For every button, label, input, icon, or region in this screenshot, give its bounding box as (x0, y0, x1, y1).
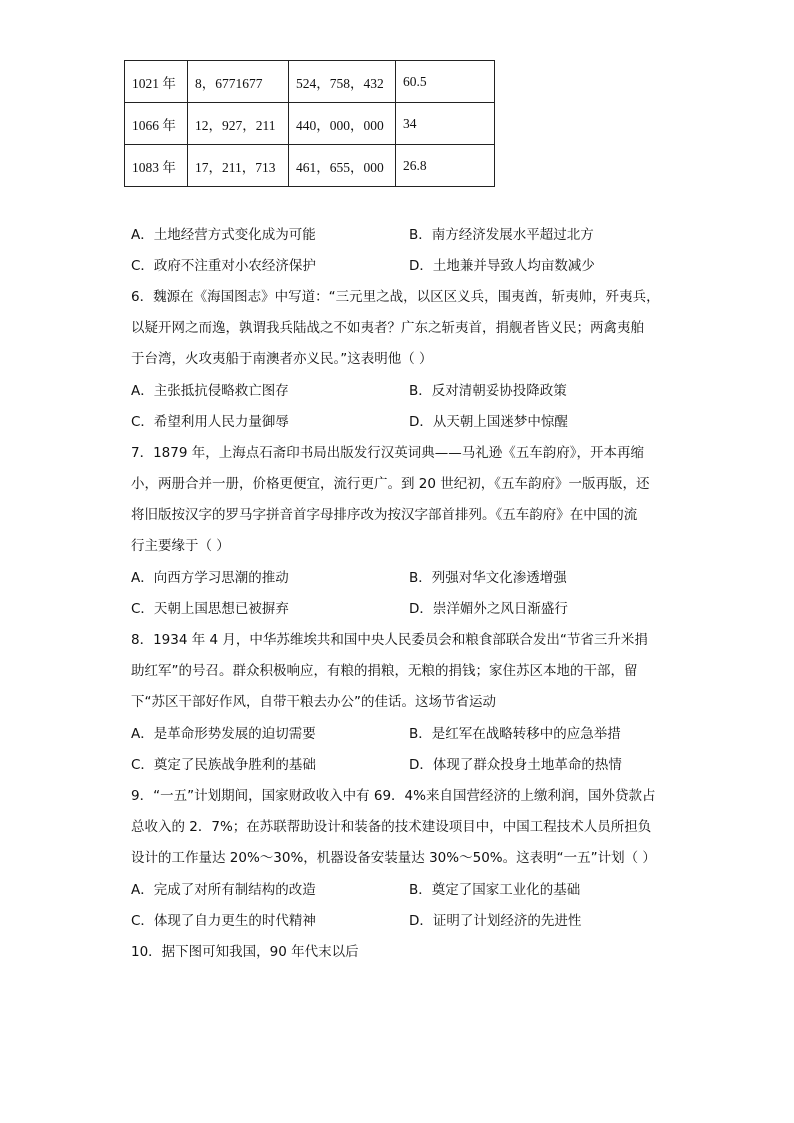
q6-option-c: C．希望利用人民力量御辱 (131, 414, 289, 430)
q9-option-c: C．体现了自力更生的时代精神 (131, 913, 316, 929)
q5-option-b: B．南方经济发展水平超过北方 (409, 227, 594, 243)
q7-option-b: B．列强对华文化渗透增强 (409, 570, 567, 586)
table-cell: 8，6771677 (188, 61, 289, 103)
table-cell: 26.8 (396, 145, 495, 187)
q9-stem-line: 设计的工作量达 20%～30%，机器设备安装量达 30%～50%。这表明“一五”计划（ ） (131, 850, 656, 866)
table-row (125, 145, 495, 187)
table-cell: 12，927，211 (188, 103, 289, 145)
q6-option-d: D．从天朝上国迷梦中惊醒 (409, 414, 568, 430)
q9-option-d: D．证明了计划经济的先进性 (409, 913, 582, 929)
q9-stem-line: 9．“一五”计划期间，国家财政收入中有 69．4%来自国营经济的上缴利润，国外贷款占 (131, 788, 656, 804)
q8-stem-line: 8．1934 年 4 月，中华苏维埃共和国中央人民委员会和粮食部联合发出“节省三升米捐 (131, 632, 648, 648)
q10-stem: 10．据下图可知我国，90 年代末以后 (131, 944, 359, 960)
q6-stem-line: 以疑开网之而逸，孰谓我兵陆战之不如夷者？广东之斩夷首，捐舰者皆义民；两禽夷舶 (131, 320, 644, 336)
table-cell: 60.5 (396, 61, 495, 103)
table-cell: 1083 年 (125, 145, 188, 187)
table-cell: 1021 年 (125, 61, 188, 103)
table-row (125, 61, 495, 103)
q8-stem-line: 下“苏区干部好作风，自带干粮去办公”的佳话。这场节省运动 (131, 694, 496, 710)
q7-stem-line: 将旧版按汉字的罗马字拼音首字母排序改为按汉字部首排列。《五车韵府》在中国的流 (131, 507, 638, 523)
table-row (125, 103, 495, 145)
q8-stem-line: 助红军”的号召。群众积极响应，有粮的捐粮，无粮的捐钱；家住苏区本地的干部，留 (131, 663, 638, 679)
q6-option-a: A．主张抵抗侵略救亡图存 (131, 383, 289, 399)
q8-option-a: A．是革命形势发展的迫切需要 (131, 726, 316, 742)
q8-option-b: B．是红军在战略转移中的应急举措 (409, 726, 621, 742)
q9-option-b: B．奠定了国家工业化的基础 (409, 882, 581, 898)
table-cell: 1066 年 (125, 103, 188, 145)
q9-stem-line: 总收入的 2．7%；在苏联帮助设计和装备的技术建设项目中，中国工程技术人员所担负 (131, 819, 652, 835)
q8-option-d: D．体现了群众投身土地革命的热情 (409, 757, 622, 773)
q7-option-c: C．天朝上国思想已被摒弃 (131, 601, 289, 617)
land-data-table (124, 60, 495, 187)
q6-stem-line: 6．魏源在《海国图志》中写道：“三元里之战，以区区义兵，围夷酋，斩夷帅，歼夷兵， (131, 289, 660, 305)
q6-stem-line: 于台湾，火攻夷船于南澳者亦义民。”这表明他（ ） (131, 351, 433, 367)
q7-stem-line: 7．1879 年，上海点石斋印书局出版发行汉英词典——马礼逊《五车韵府》，开本再缩 (131, 445, 644, 461)
q8-option-c: C．奠定了民族战争胜利的基础 (131, 757, 316, 773)
q5-option-d: D．土地兼并导致人均亩数减少 (409, 258, 595, 274)
q9-option-a: A．完成了对所有制结构的改造 (131, 882, 316, 898)
q6-option-b: B．反对清朝妥协投降政策 (409, 383, 567, 399)
q5-option-c: C．政府不注重对小农经济保护 (131, 258, 316, 274)
table-cell: 17，211，713 (188, 145, 289, 187)
q5-option-a: A．土地经营方式变化成为可能 (131, 227, 316, 243)
q7-option-a: A．向西方学习思潮的推动 (131, 570, 289, 586)
table-cell: 524，758，432 (289, 61, 396, 103)
q7-stem-line: 小，两册合并一册，价格更便宜，流行更广。到 20 世纪初，《五车韵府》一版再版，还 (131, 476, 650, 492)
q7-option-d: D．崇洋媚外之风日渐盛行 (409, 601, 568, 617)
table-cell: 34 (396, 103, 495, 145)
table-cell: 461，655，000 (289, 145, 396, 187)
table-cell: 440，000，000 (289, 103, 396, 145)
q7-stem-line: 行主要缘于（ ） (131, 538, 230, 554)
